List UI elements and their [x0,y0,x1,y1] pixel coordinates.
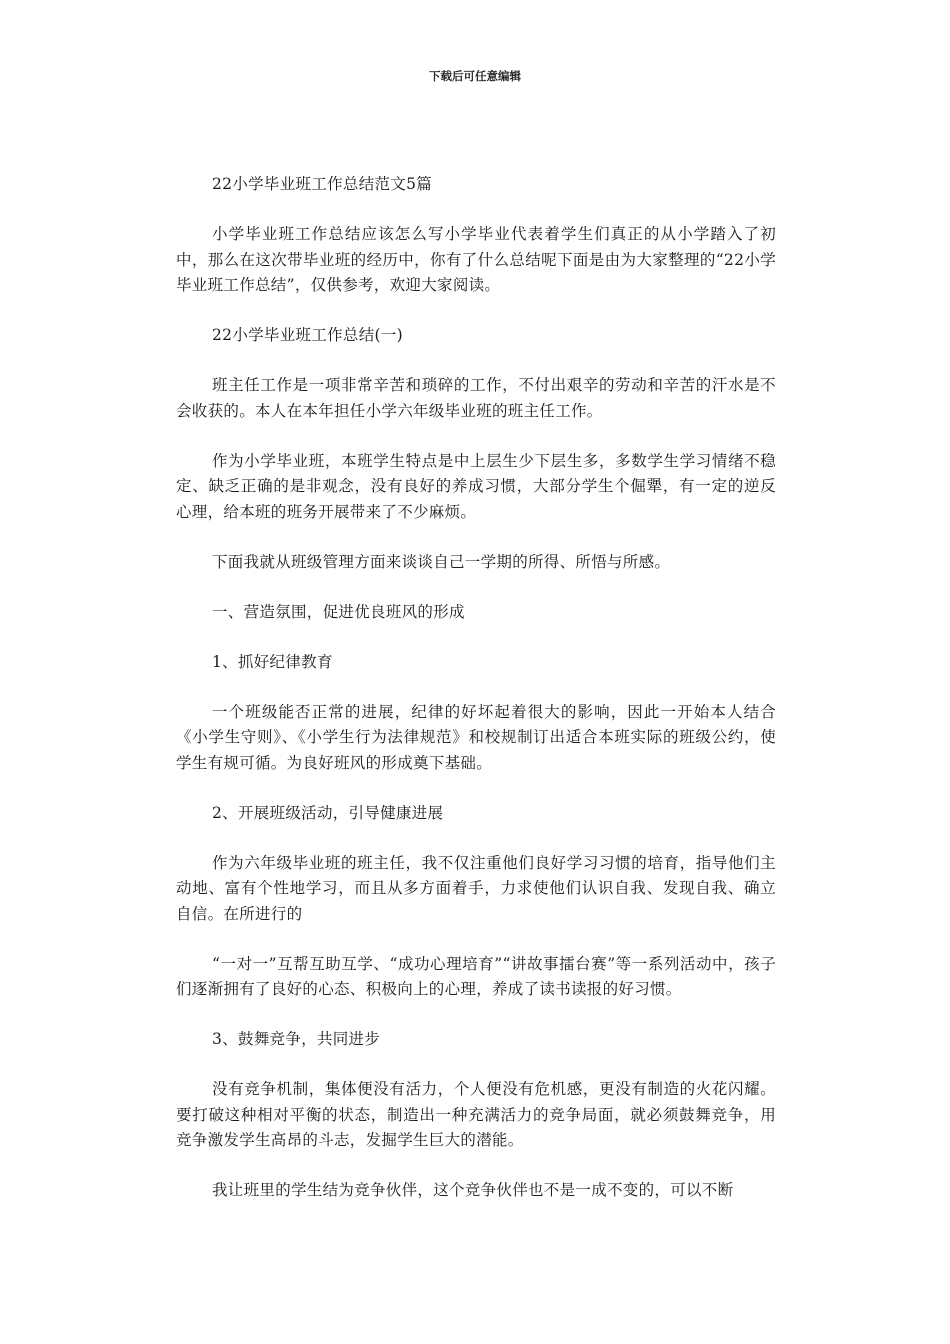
paragraph: “一对一”互帮互助互学、“成功心理培育”“讲故事擂台赛”等一系列活动中，孩子们逐渐拥有了良好的心态、积极向上的心理，养成了读书读报的好习惯。 [176,954,776,998]
paragraph: 班主任工作是一项非常辛苦和琐碎的工作，不付出艰辛的劳动和辛苦的汗水是不会收获的。本人在本年担任小学六年级毕业班的班主任工作。 [176,376,776,420]
paragraph: 我让班里的学生结为竞争伙伴，这个竞争伙伴也不是一成不变的，可以不断 [212,1181,734,1199]
paragraph: 作为小学毕业班，本班学生特点是中上层生少下层生多，多数学生学习情绪不稳定、缺乏正确的是非观念，没有良好的养成习惯，大部分学生个倔犟，有一定的逆反心理，给本班的班务开展带来了不少麻烦。 [176,451,776,521]
section-heading-1: 22小学毕业班工作总结(一) [212,326,404,344]
document-body [176,172,776,1204]
paragraph: 没有竞争机制，集体便没有活力，个人便没有危机感，更没有制造的火花闪耀。要打破这种相对平衡的状态，制造出一种充满活力的竞争局面，就必须鼓舞竞争，用竞争激发学生高昂的斗志，发掘学生巨大的潜能。 [176,1080,776,1149]
paragraph: 作为六年级毕业班的班主任，我不仅注重他们良好学习习惯的培育，指导他们主动地、富有个性地学习，而且从多方面着手，力求使他们认识自我、发现自我、确立自信。在所进行的 [176,853,776,923]
section-heading: 一、营造氛围，促进优良班风的形成 [212,602,465,621]
paragraph: 下面我就从班级管理方面来谈谈自己一学期的所得、所悟与所感。 [212,552,671,571]
subsection-heading: 1、抓好纪律教育 [212,652,333,671]
document-title: 22小学毕业班工作总结范文5篇 [212,175,433,193]
subsection-heading: 3、鼓舞竞争，共同进步 [212,1030,381,1048]
paragraph: 一个班级能否正常的进展，纪律的好坏起着很大的影响，因此一开始本人结合《小学生守则》、《小学生行为法律规范》和校规制订出适合本班实际的班级公约，使学生有规可循。为良好班风的形成奠下基础。 [176,702,776,772]
subsection-heading: 2、开展班级活动，引导健康进展 [212,803,444,822]
paragraph-intro: 小学毕业班工作总结应该怎么写小学毕业代表着学生们真正的从小学踏入了初中，那么在这次带毕业班的经历中，你有了什么总结呢下面是由为大家整理的“22小学毕业班工作总结”，仅供参考，欢迎大家阅读。 [176,225,776,294]
page-header-note: 下载后可任意编辑 [429,69,521,83]
